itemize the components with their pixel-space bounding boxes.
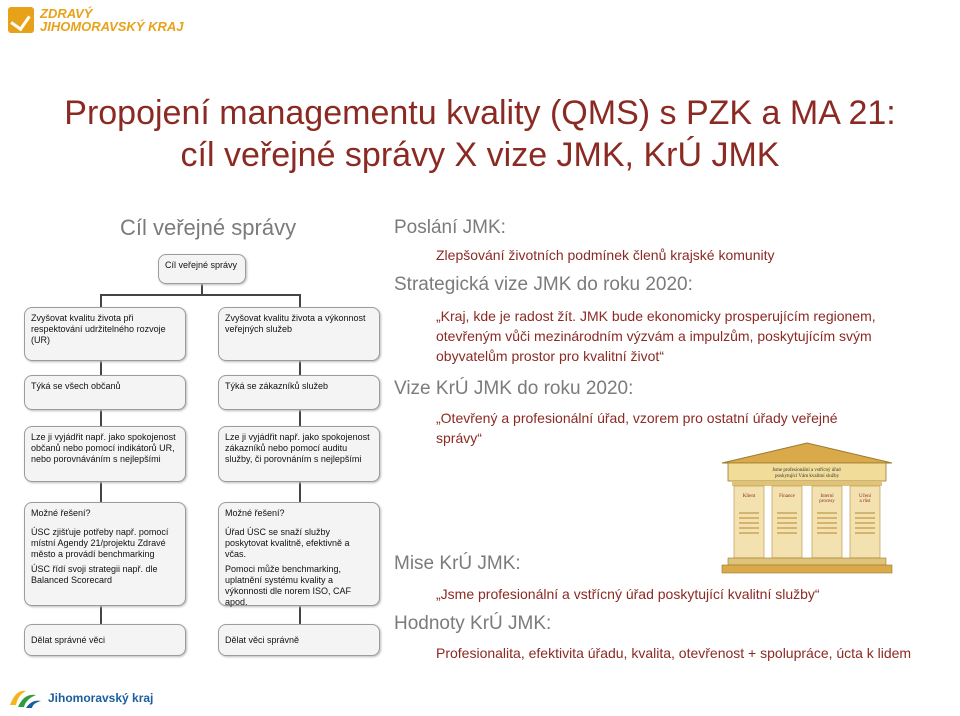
- connector: [100, 482, 102, 502]
- zdravy-kraj-logo: [8, 7, 184, 33]
- connector: [299, 410, 301, 426]
- right-quality-performance-box: Zvyšovat kvalitu života a výkonnost veřejných služeb: [218, 307, 380, 361]
- right-customers-box: Týká se zákazníků služeb: [218, 375, 380, 410]
- left-solution-title: Možné řešení?: [31, 508, 91, 518]
- right-solution-p1: Úřad ÚSC se snaží služby poskytovat kvalitně, efektivně a včas.: [225, 527, 350, 559]
- connector: [299, 606, 301, 624]
- checkmark-logo-icon: [8, 7, 34, 33]
- right-solution-box: [218, 502, 380, 606]
- temple-diagram: [718, 441, 896, 578]
- right-do-things-right-box: Dělat věci správně: [218, 624, 380, 656]
- logo-bottom-text: Jihomoravský kraj: [48, 691, 154, 705]
- title-line2: cíl veřejné správy X vize JMK, KrÚ JMK: [180, 136, 780, 174]
- left-solution-p2: ÚSC řídí svoji strategii např. dle Balanced Scorecard: [31, 564, 158, 585]
- right-solution-title: Možné řešení?: [225, 508, 285, 518]
- connector: [100, 410, 102, 426]
- left-measure-box: Lze ji vyjádřit např. jako spokojenost občanů nebo pomocí indikátorů UR, nebo porovnáváním s nejlepšími: [24, 426, 186, 482]
- right-solution-p2: Pomoci může benchmarking, uplatnění systému kvality a výkonnosti dle norem ISO, CAF apod.: [225, 564, 352, 607]
- temple-roof-text: Jsme profesionální a vstřícný úřad poskytující Vám kvalitní služby: [772, 468, 841, 479]
- page-title: [0, 92, 960, 176]
- hodnoty-heading: Hodnoty KrÚ JMK:: [394, 613, 552, 634]
- connector: [100, 361, 102, 375]
- goal-box: Cíl veřejné správy: [158, 254, 246, 284]
- left-do-right-things-box: Dělat správné věci: [24, 624, 186, 656]
- logo-line2: JIHOMORAVSKÝ KRAJ: [40, 19, 184, 34]
- pillar-label: Finance: [779, 494, 795, 499]
- connector: [100, 606, 102, 624]
- mise-body: „Jsme profesionální a vstřícný úřad poskytující kvalitní služby“: [436, 586, 820, 602]
- connector: [299, 294, 301, 308]
- left-solution-p1: ÚSC zjišťuje potřeby např. pomocí místní Agendy 21/projektu Zdravé město a provádí benchmarking: [31, 527, 169, 559]
- kraj-emblem-icon: [8, 685, 42, 711]
- pillar-label: Klient: [742, 494, 756, 499]
- logo-line1: ZDRAVÝ: [40, 6, 93, 21]
- diagram-heading: Cíl veřejné správy: [120, 215, 297, 240]
- left-quality-of-life-box: Zvyšovat kvalitu života při respektování udržitelného rozvoje (UR): [24, 307, 186, 361]
- connector: [299, 361, 301, 375]
- vize-jmk-heading: Strategická vize JMK do roku 2020:: [394, 274, 693, 295]
- poslani-body: Zlepšování životních podmínek členů krajské komunity: [436, 247, 775, 263]
- mise-heading: Mise KrÚ JMK:: [394, 553, 521, 574]
- poslani-heading: Poslání JMK:: [394, 217, 506, 238]
- right-measure-box: Lze ji vyjádřit např. jako spokojenost zákazníků nebo pomocí auditu služby, či porovnáním s nejlepšími: [218, 426, 380, 482]
- connector: [299, 482, 301, 502]
- hodnoty-body: Profesionalita, efektivita úřadu, kvalita, otevřenost + spolupráce, úcta k lidem: [436, 645, 912, 661]
- vize-jmk-body: „Kraj, kde je radost žít. JMK bude ekonomicky prosperujícím regionem, otevřeným vůči mezinárodním výzvám a impulzům, poskytujícím svým obyvatelům prostor pro kvalitní život“: [436, 308, 876, 364]
- jihomoravsky-kraj-logo: [8, 685, 153, 711]
- left-citizens-box: Týká se všech občanů: [24, 375, 186, 410]
- title-line1: Propojení managementu kvality (QMS) s PZK a MA 21:: [64, 94, 896, 132]
- vize-kru-heading: Vize KrÚ JMK do roku 2020:: [394, 378, 634, 399]
- pillar-label: Interní procesy: [819, 494, 835, 504]
- left-solution-box: [24, 502, 186, 606]
- vize-kru-body: „Otevřený a profesionální úřad, vzorem pro ostatní úřady veřejné správy“: [436, 410, 838, 446]
- pillar-label: Učení a růst: [859, 494, 871, 504]
- connector: [100, 294, 102, 308]
- connector: [100, 294, 300, 296]
